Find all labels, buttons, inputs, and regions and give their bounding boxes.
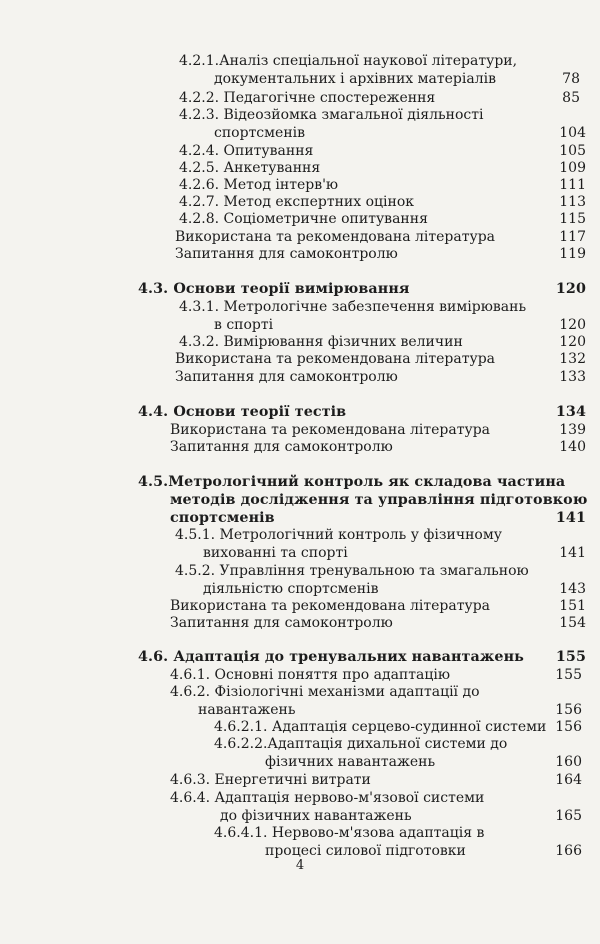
toc-entry-page: 151: [559, 598, 586, 614]
toc-section-heading: 4.6. Адаптація до тренувальних навантажень: [138, 649, 524, 665]
toc-entry-page: 117: [559, 229, 586, 245]
toc-entry-text: процесі силової підготовки: [265, 843, 466, 859]
page-number: 4: [295, 858, 305, 873]
toc-section-heading: спортсменів: [170, 510, 275, 526]
toc-entry-text: до фізичних навантажень: [220, 808, 412, 824]
toc-entry-text: спортсменів: [214, 125, 306, 141]
toc-entry-text: Використана та рекомендована література: [170, 598, 491, 614]
toc-entry-text: фізичних навантажень: [265, 754, 436, 770]
toc-entry-page: 155: [555, 667, 582, 683]
toc-entry-page: 140: [559, 439, 586, 455]
toc-entry-text: 4.2.5. Анкетування: [179, 160, 321, 176]
toc-entry-text: 4.2.4. Опитування: [179, 143, 314, 159]
toc-entry-text: Запитання для самоконтролю: [170, 439, 393, 455]
toc-entry-page: 85: [562, 90, 580, 106]
toc-entry-text: Запитання для самоконтролю: [170, 615, 393, 631]
toc-entry-text: 4.2.2. Педагогічне спостереження: [179, 90, 436, 106]
toc-entry-text: 4.3.1. Метрологічне забезпечення вимірювань: [179, 299, 527, 315]
toc-entry-text: навантажень: [198, 702, 296, 718]
toc-entry-text: 4.2.8. Соціометричне опитування: [179, 211, 428, 227]
toc-entry-page: 104: [559, 125, 586, 141]
toc-entry-page: 143: [559, 581, 586, 597]
toc-entry-text: Запитання для самоконтролю: [175, 369, 398, 385]
toc-entry-text: документальних і архівних матеріалів: [214, 71, 496, 87]
toc-entry-page: 105: [559, 143, 586, 159]
toc-entry-text: діяльністю спортсменів: [203, 581, 379, 597]
toc-entry-page: 111: [559, 177, 586, 193]
toc-entry-text: Використана та рекомендована література: [170, 422, 491, 438]
toc-entry-page: 156: [555, 719, 582, 735]
toc-entry-page: 154: [559, 615, 586, 631]
toc-entry-page: 155: [555, 649, 586, 665]
toc-entry-page: 133: [559, 369, 586, 385]
toc-entry-text: Запитання для самоконтролю: [175, 246, 398, 262]
toc-section-heading: методів дослідження та управління підготовкою: [170, 492, 588, 508]
toc-entry-text: вихованні та спорті: [203, 545, 348, 561]
toc-section-heading: 4.5.Метрологічний контроль як складова частина: [138, 474, 566, 490]
toc-entry-page: 141: [555, 510, 586, 526]
toc-entry-text: в спорті: [214, 317, 274, 333]
toc-entry-page: 134: [555, 404, 586, 420]
toc-entry-text: 4.5.2. Управління тренувальною та змагальною: [175, 563, 529, 579]
toc-entry-page: 139: [559, 422, 586, 438]
toc-entry-text: 4.6.4. Адаптація нервово-м'язової системи: [170, 790, 485, 806]
toc-entry-text: 4.6.4.1. Нервово-м'язова адаптація в: [214, 825, 485, 841]
toc-section-heading: 4.3. Основи теорії вимірювання: [138, 281, 410, 297]
toc-entry-page: 141: [559, 545, 586, 561]
toc-entry-page: 132: [559, 351, 586, 367]
toc-entry-text: 4.6.3. Енергетичні витрати: [170, 772, 371, 788]
toc-entry-text: 4.6.2.1. Адаптація серцево-судинної системи: [214, 719, 547, 735]
toc-entry-page: 120: [555, 281, 586, 297]
toc-entry-page: 113: [559, 194, 586, 210]
toc-entry-page: 165: [555, 808, 582, 824]
toc-entry-text: 4.3.2. Вимірювання фізичних величин: [179, 334, 463, 350]
toc-entry-text: 4.2.1.Аналіз спеціальної наукової літератури,: [179, 53, 518, 69]
toc-entry-text: 4.2.6. Метод інтерв'ю: [179, 177, 339, 193]
toc-entry-page: 115: [559, 211, 586, 227]
toc-entry-page: 166: [555, 843, 582, 859]
toc-entry-page: 120: [559, 317, 586, 333]
toc-entry-text: 4.6.2.2.Адаптація дихальної системи до: [214, 736, 508, 752]
toc-entry-text: Використана та рекомендована література: [175, 229, 496, 245]
toc-entry-page: 164: [555, 772, 582, 788]
toc-entry-page: 160: [555, 754, 582, 770]
toc-entry-page: 119: [559, 246, 586, 262]
toc-entry-text: Використана та рекомендована література: [175, 351, 496, 367]
toc-entry-text: 4.2.3. Відеозйомка змагальної діяльності: [179, 107, 484, 123]
toc-entry-page: 109: [559, 160, 586, 176]
toc-entry-page: 156: [555, 702, 582, 718]
toc-entry-text: 4.6.2. Фізіологічні механізми адаптації до: [170, 684, 480, 700]
toc-entry-page: 120: [559, 334, 586, 350]
toc-entry-text: 4.6.1. Основні поняття про адаптацію: [170, 667, 451, 683]
toc-entry-text: 4.2.7. Метод експертних оцінок: [179, 194, 415, 210]
toc-entry-text: 4.5.1. Метрологічний контроль у фізичному: [175, 527, 502, 543]
toc-entry-page: 78: [562, 71, 580, 87]
toc-section-heading: 4.4. Основи теорії тестів: [138, 404, 347, 420]
